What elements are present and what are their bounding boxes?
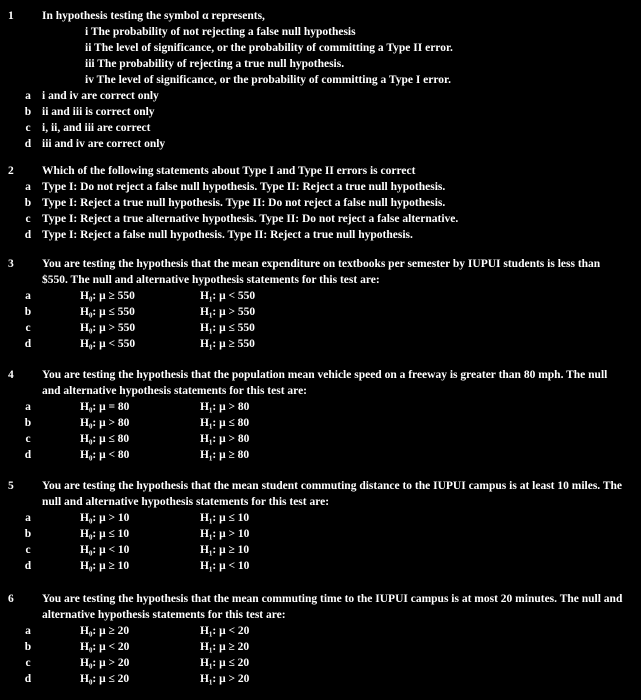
option-label: c: [25, 122, 31, 134]
question-prompt: Which of the following statements about Type I and Type II errors is correct: [42, 165, 416, 177]
option-label: a: [25, 181, 31, 193]
option-label: c: [25, 657, 31, 669]
option-label: d: [24, 338, 32, 350]
alternative-hypothesis: H₁: μ ≤ 550: [200, 322, 255, 334]
null-hypothesis: H₀: μ < 20: [80, 641, 130, 653]
option-label: c: [25, 213, 31, 225]
question-number: 6: [8, 593, 14, 605]
answer-option[interactable]: [0, 558, 641, 574]
answer-option[interactable]: [0, 320, 641, 336]
option-label: d: [24, 449, 32, 461]
answer-option[interactable]: [0, 542, 641, 558]
option-label: b: [24, 106, 32, 118]
option-label: b: [24, 417, 32, 429]
alternative-hypothesis: H₁: μ > 10: [200, 528, 250, 540]
question-prompt: You are testing the hypothesis that the mean commuting time to the IUPUI campus is at most 20 minutes. The null and alternative hypothesis statements for this test are:: [42, 593, 623, 621]
null-hypothesis: H₀: μ > 550: [80, 322, 136, 334]
answer-option[interactable]: [0, 447, 641, 463]
null-hypothesis: H₀: μ ≤ 10: [80, 528, 130, 540]
list-item: i The probability of not rejecting a false null hypothesis: [85, 26, 356, 38]
answer-option[interactable]: [0, 227, 641, 243]
option-text: Type I: Reject a true alternative hypothesis. Type II: Do not reject a false alternative.: [42, 213, 459, 225]
option-label: a: [25, 625, 31, 637]
option-label: d: [24, 673, 32, 685]
question-6: [0, 591, 641, 687]
question-3: [0, 256, 641, 352]
question-1: [0, 8, 641, 152]
null-hypothesis: H₀: μ ≤ 550: [80, 306, 135, 318]
answer-option[interactable]: [0, 88, 641, 104]
option-label: a: [25, 401, 31, 413]
alternative-hypothesis: H₁: μ ≤ 10: [200, 512, 250, 524]
alternative-hypothesis: H₁: μ ≥ 80: [200, 449, 250, 461]
option-text: i, ii, and iii are correct: [42, 122, 151, 134]
alternative-hypothesis: H₁: μ > 550: [200, 306, 256, 318]
answer-option[interactable]: [0, 304, 641, 320]
alternative-hypothesis: H₁: μ < 20: [200, 625, 250, 637]
question-number: 1: [8, 10, 14, 22]
question-prompt: You are testing the hypothesis that the population mean vehicle speed on a freeway is greater than 80 mph. The null and alternative hypothesis statements for this test are:: [42, 369, 608, 397]
option-text: Type I: Reject a true null hypothesis. Type II: Do not reject a false null hypothesis.: [42, 197, 446, 209]
option-label: b: [24, 197, 32, 209]
question-4: [0, 367, 641, 463]
question-number: 5: [8, 480, 14, 492]
alternative-hypothesis: H₁: μ ≤ 20: [200, 657, 250, 669]
alternative-hypothesis: H₁: μ > 80: [200, 401, 250, 413]
alternative-hypothesis: H₁: μ ≥ 20: [200, 641, 250, 653]
answer-option[interactable]: [0, 510, 641, 526]
null-hypothesis: H₀: μ ≤ 80: [80, 433, 130, 445]
null-hypothesis: H₀: μ ≥ 10: [80, 560, 130, 572]
option-text: Type I: Reject a false null hypothesis. Type II: Reject a true null hypothesis.: [42, 229, 413, 241]
alternative-hypothesis: H₁: μ > 80: [200, 433, 250, 445]
answer-option[interactable]: [0, 288, 641, 304]
answer-option[interactable]: [0, 195, 641, 211]
answer-option[interactable]: [0, 431, 641, 447]
null-hypothesis: H₀: μ < 550: [80, 338, 136, 350]
null-hypothesis: H₀: μ > 10: [80, 512, 130, 524]
alternative-hypothesis: H₁: μ > 20: [200, 673, 250, 685]
null-hypothesis: H₀: μ < 10: [80, 544, 130, 556]
answer-option[interactable]: [0, 526, 641, 542]
option-label: a: [25, 512, 31, 524]
option-text: iii and iv are correct only: [42, 138, 166, 150]
answer-option[interactable]: [0, 136, 641, 152]
question-number: 3: [8, 258, 14, 270]
answer-option[interactable]: [0, 211, 641, 227]
answer-option[interactable]: [0, 655, 641, 671]
question-2: [0, 163, 641, 243]
alternative-hypothesis: H₁: μ ≥ 10: [200, 544, 250, 556]
option-label: b: [24, 641, 32, 653]
answer-option[interactable]: [0, 671, 641, 687]
alternative-hypothesis: H₁: μ < 10: [200, 560, 250, 572]
option-label: d: [24, 560, 32, 572]
null-hypothesis: H₀: μ > 20: [80, 657, 130, 669]
list-item: ii The level of significance, or the probability of committing a Type II error.: [85, 42, 453, 54]
null-hypothesis: H₀: μ ≤ 20: [80, 673, 130, 685]
option-label: b: [24, 306, 32, 318]
option-label: c: [25, 544, 31, 556]
null-hypothesis: H₀: μ = 80: [80, 401, 130, 413]
option-label: d: [24, 229, 32, 241]
answer-option[interactable]: [0, 639, 641, 655]
question-number: 2: [8, 165, 14, 177]
option-label: c: [25, 433, 31, 445]
option-text: Type I: Do not reject a false null hypothesis. Type II: Reject a true null hypothesis.: [42, 181, 446, 193]
null-hypothesis: H₀: μ > 80: [80, 417, 130, 429]
question-prompt: You are testing the hypothesis that the mean student commuting distance to the IUPUI campus is at least 10 miles. The null and alternative hypothesis statements for this test are:: [42, 480, 623, 508]
alternative-hypothesis: H₁: μ ≤ 80: [200, 417, 250, 429]
option-label: a: [25, 90, 31, 102]
question-prompt: You are testing the hypothesis that the mean expenditure on textbooks per semester by IUPUI students is less than $550. The null and alternative hypothesis statements for this test are:: [42, 258, 601, 286]
option-text: ii and iii is correct only: [42, 106, 155, 118]
option-label: b: [24, 528, 32, 540]
list-item: iii The probability of rejecting a true null hypothesis.: [85, 58, 345, 70]
answer-option[interactable]: [0, 399, 641, 415]
list-item: iv The level of significance, or the probability of committing a Type I error.: [85, 74, 451, 86]
question-prompt: In hypothesis testing the symbol α represents,: [42, 10, 265, 22]
answer-option[interactable]: [0, 415, 641, 431]
null-hypothesis: H₀: μ < 80: [80, 449, 130, 461]
alternative-hypothesis: H₁: μ < 550: [200, 290, 256, 302]
answer-option[interactable]: [0, 336, 641, 352]
alternative-hypothesis: H₁: μ ≥ 550: [200, 338, 255, 350]
question-5: [0, 478, 641, 574]
null-hypothesis: H₀: μ ≥ 550: [80, 290, 135, 302]
answer-option[interactable]: [0, 104, 641, 120]
answer-option[interactable]: [0, 120, 641, 136]
answer-option[interactable]: [0, 623, 641, 639]
null-hypothesis: H₀: μ ≥ 20: [80, 625, 130, 637]
option-label: d: [24, 138, 32, 150]
option-text: i and iv are correct only: [42, 90, 159, 102]
question-number: 4: [8, 369, 14, 381]
answer-option[interactable]: [0, 179, 641, 195]
option-label: a: [25, 290, 31, 302]
option-label: c: [25, 322, 31, 334]
